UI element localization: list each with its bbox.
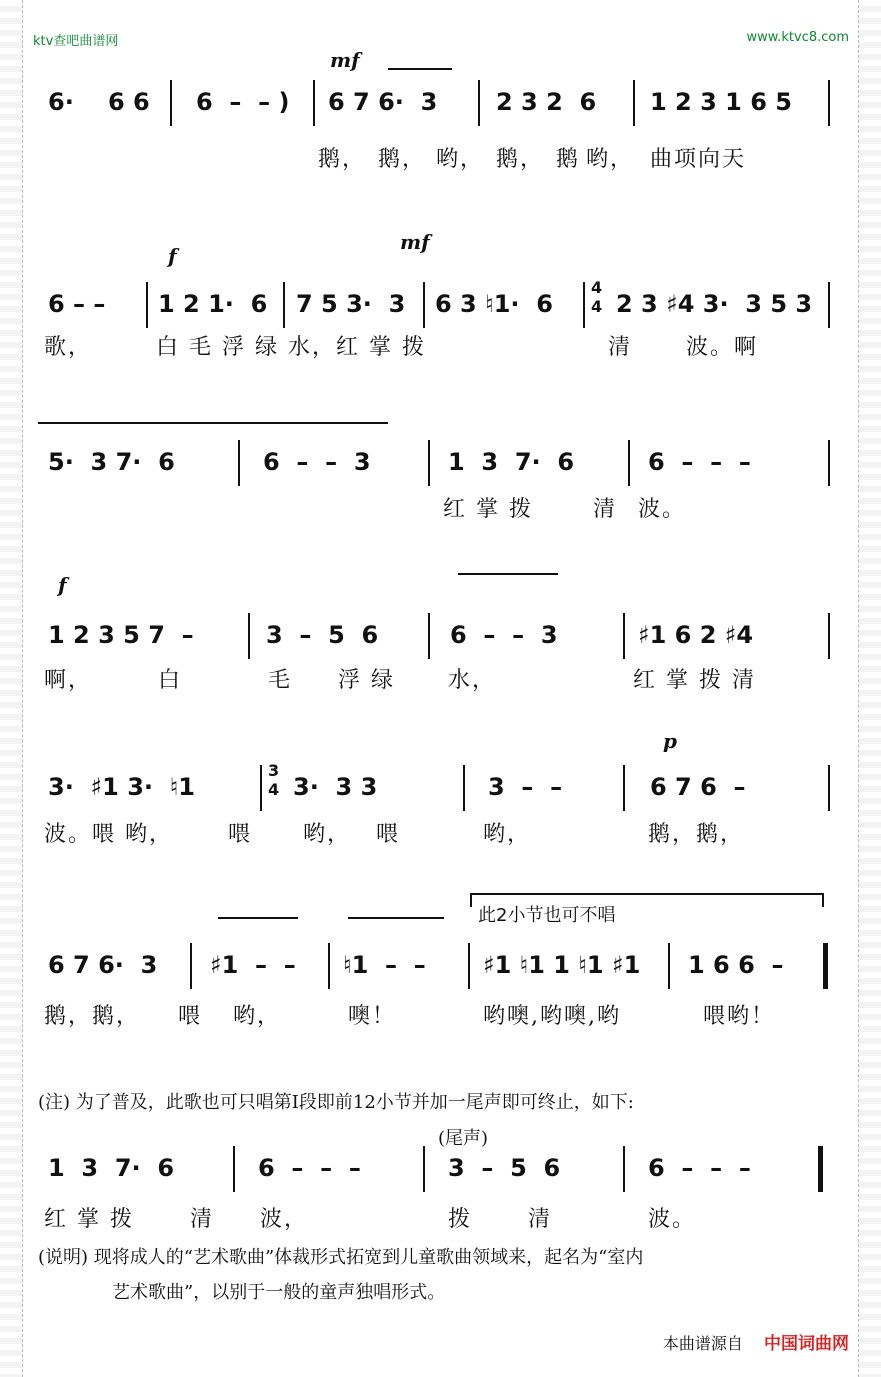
right-margin-pattern [858,0,881,1377]
notation-line: 6 7 6· 3 ♯1 – – ♮1 – – ♯1 ♮1 1 ♮1 ♯1 1 6 6 – [38,943,838,989]
notation-line: 1 2 3 5 7 – 3 – 5 6 6 – – 3 ♯1 6 2 ♯4 [38,613,838,659]
lyrics-line: 鹅，鹅， 喂 哟， 噢！ 哟噢,哟噢,哟 喂哟！ [44,1004,776,1029]
source-name: 中国词曲网 [764,1334,849,1354]
dynamic-mf: mf [330,48,360,72]
decrescendo-mark [218,917,298,919]
explanation-line-1: (说明) 现将成人的“艺术歌曲”体裁形式拓宽到儿童歌曲领域来，起名为“室内 [38,1247,644,1268]
lyrics-line: 波。喂 哟， 喂 哟， 喂 哟， 鹅，鹅， [44,822,745,847]
notation-line: 3· ♯1 3· ♮1 3 4 3· 3 3 3 – – 6 7 6 – [38,765,838,811]
header-site-right: www.ktvc8.com [746,30,849,45]
decrescendo-mark [388,68,452,70]
lyrics-line: 鹅， 鹅， 哟， 鹅， 鹅 哟， 曲项向天 [318,147,747,172]
dynamic-f: f [168,244,177,268]
notation-line: 5· 3 7· 6 6 – – 3 1 3 7· 6 6 – – – [38,440,838,486]
notation-line: 1 3 7· 6 6 – – – 3 – 5 6 6 – – – [38,1146,838,1192]
decrescendo-mark [458,573,558,575]
dynamic-p: p [663,729,677,753]
source-footer [663,1329,849,1354]
notation-line: 6 – – 1 2 1· 6 7 5 3· 3 6 3 ♮1· 6 4 4 2 3 ♯4 3· 3 5 3 [38,282,838,328]
explanation-line-2: 艺术歌曲”，以别于一般的童声独唱形式。 [112,1282,446,1303]
coda-label: (尾声) [438,1128,489,1149]
optional-bars-note: 此2小节也可不唱 [478,905,616,926]
left-margin-pattern [0,0,23,1377]
source-label: 本曲谱源自 [662,1334,743,1353]
header-site-left: ktv查吧曲谱网 [33,34,119,49]
tie-mark [38,422,388,436]
notation-line: 6· 6 6 6 – – ) 6 7 6· 3 2 3 2 6 1 2 3 1 6 5 [38,80,838,126]
lyrics-line: 啊， 白 毛 浮 绿 水， 红 掌 拨 清 [44,668,756,693]
lyrics-line: 红 掌 拨 清 波， 拨 清 波。 [44,1207,697,1232]
decrescendo-mark [348,917,444,919]
performance-note: (注) 为了普及，此歌也可只唱第Ⅰ段即前12小节并加一尾声即可终止，如下: [38,1092,634,1113]
lyrics-line: 歌， 白 毛 浮 绿 水，红 掌 拨 清 波。啊 [44,335,759,360]
dynamic-mf: mf [400,230,430,254]
dynamic-f: f [58,573,67,597]
lyrics-line: 红 掌 拨 清 波。 [443,497,687,522]
